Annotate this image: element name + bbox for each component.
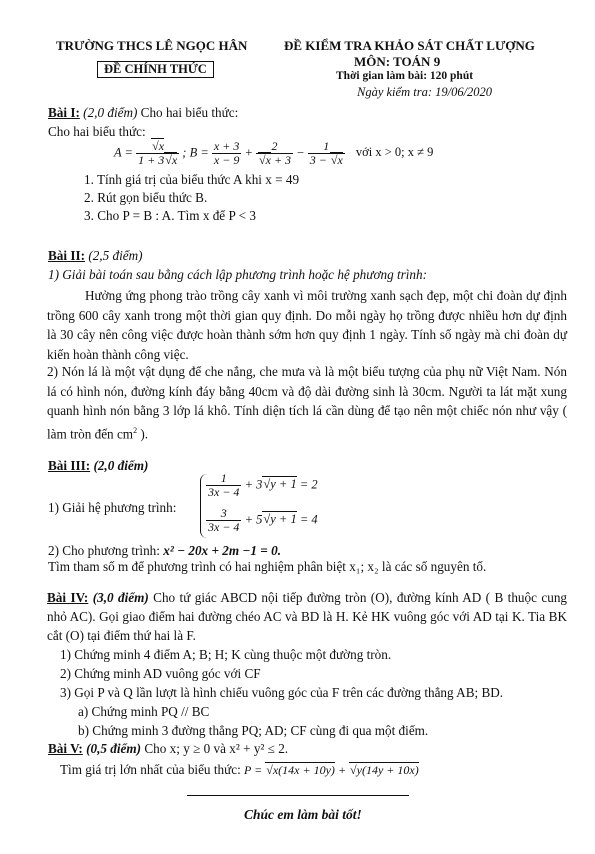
list-item: 2) Chứng minh AD vuông góc với CF <box>60 666 261 681</box>
list-item: b) Chứng minh 3 đường thẳng PQ; AD; CF cùng đi qua một điểm. <box>78 723 429 738</box>
list-item: 1) Chứng minh 4 điểm A; B; H; K cùng thuộc một đường tròn. <box>60 647 392 662</box>
bai1-items <box>84 171 299 225</box>
bai2-q1-text: Hưởng ứng phong trào trồng cây xanh vì môi trường xanh sạch đẹp, một chi đoàn dự định trồng 600 cây xanh trong một thời gian quy định. Do mỗi ngày họ trồng được nhiều hơn dự định là 30 cây nên công việc được hoàn thành sớm hơn quy định 1 ngày. Tính số ngày mà chi đoàn dự kiến hoàn thành công việc. <box>47 288 567 362</box>
exam-date: Ngày kiểm tra: 19/06/2020 <box>357 85 493 99</box>
bai4-text: Bài IV: (3,0 điểm) Cho tứ giác ABCD nội tiếp đường tròn (O), đường kính AD ( B thuộc cung nhỏ AC). Gọi giao điểm hai đường chéo AC và BD là H. Kẻ HK vuông góc với AD tại K. Tia BK cắt (O) tại điểm thứ hai là F. <box>47 590 568 643</box>
subject: MÔN: TOÁN 9 <box>354 54 441 69</box>
exam-title: ĐỀ KIỂM TRA KHẢO SÁT CHẤT LƯỢNG <box>284 38 535 53</box>
bai1-intro: Cho hai biểu thức: <box>48 124 146 139</box>
duration: Thời gian làm bài: 120 phút <box>336 70 474 82</box>
bai5-line2: Tìm giá trị lớn nhất của biểu thức: P = √ x(14x + 10y) + √ y(14y + 10x) <box>60 762 419 778</box>
system-eq1: $\frac{1}{3x - 4}$ + 3√ y + 1 = 2 <box>206 472 318 499</box>
list-item: 3. Cho P = B : A. Tìm x để P < 3 <box>84 208 256 223</box>
bai3-q1-text: 1) Giải hệ phương trình: <box>48 500 177 515</box>
bai1-formulas: A = √ $\frac{x}{1 + 3√ x}$ ; B = $\frac{x + 3}{x - 9}$ + 2 √ x + 3 − $\frac{1}{3 - √ x}$ với x > 0; x ≠ 9 <box>114 140 433 167</box>
list-item: 1. Tính giá trị của biểu thức A khi x = 49 <box>84 172 300 187</box>
bai2-q2-text: 2) Nón lá là một vật dụng để che nắng, che mưa và là một biểu tượng của phụ nữ Việt Nam. Nón lá có hình nón, đường kính đáy bằng 40cm và độ dài đường sinh là 30cm. Người ta lát mặt xung quanh hình nón bằng 3 lớp lá khô. Tính diện tích lá cần dùng để tạo nên một chiếc nón như vậy ( làm tròn đến $cm^2$ ). <box>47 364 567 441</box>
official-stamp: ĐỀ CHÍNH THỨC <box>97 61 214 78</box>
bai3-q2-line2: Tìm tham số m để phương trình có hai nghiệm phân biệt x₁; x₂ là các số nguyên tố. <box>48 559 487 574</box>
school-name: TRƯỜNG THCS LÊ NGỌC HÂN <box>56 38 248 53</box>
fraction-B1: $\frac{x + 3}{x - 9}$ <box>213 139 240 167</box>
list-item: 2. Rút gọn biểu thức B. <box>84 190 208 205</box>
bai3-q2: 2) Cho phương trình: x² − 20x + 2m −1 = 0. <box>48 543 281 558</box>
bai2-q1-title: 1) Giải bài toán sau bằng cách lập phương trình hoặc hệ phương trình: <box>48 267 428 282</box>
list-item: a) Chứng minh PQ // BC <box>78 704 210 719</box>
bai4-items <box>60 645 503 740</box>
fraction-A: √ $\frac{x}{1 + 3√ x}$ <box>136 140 179 167</box>
divider <box>187 795 409 796</box>
fraction-B2: 2 √ x + 3 <box>256 140 293 167</box>
bai2-heading: Bài II: (2,5 điểm) <box>48 248 143 263</box>
fraction-B3: $\frac{1}{3 - √ x}$ <box>308 140 345 167</box>
bai1-heading: Bài I: (2,0 điểm) Cho hai biểu thức: <box>48 105 239 120</box>
bai5-heading: Bài V: (0,5 điểm) Cho x; y ≥ 0 và x² + y² ≤ 2. <box>48 741 289 756</box>
list-item: 3) Gọi P và Q lần lượt là hình chiếu vuông góc của F trên các đường thẳng AB; BD. <box>60 685 504 700</box>
closing-wish: Chúc em làm bài tốt! <box>244 807 362 822</box>
system-eq2: $\frac{3}{3x - 4}$ + 5√ y + 1 = 4 <box>206 507 318 534</box>
bai3-heading: Bài III: (2,0 điểm) <box>48 458 149 473</box>
